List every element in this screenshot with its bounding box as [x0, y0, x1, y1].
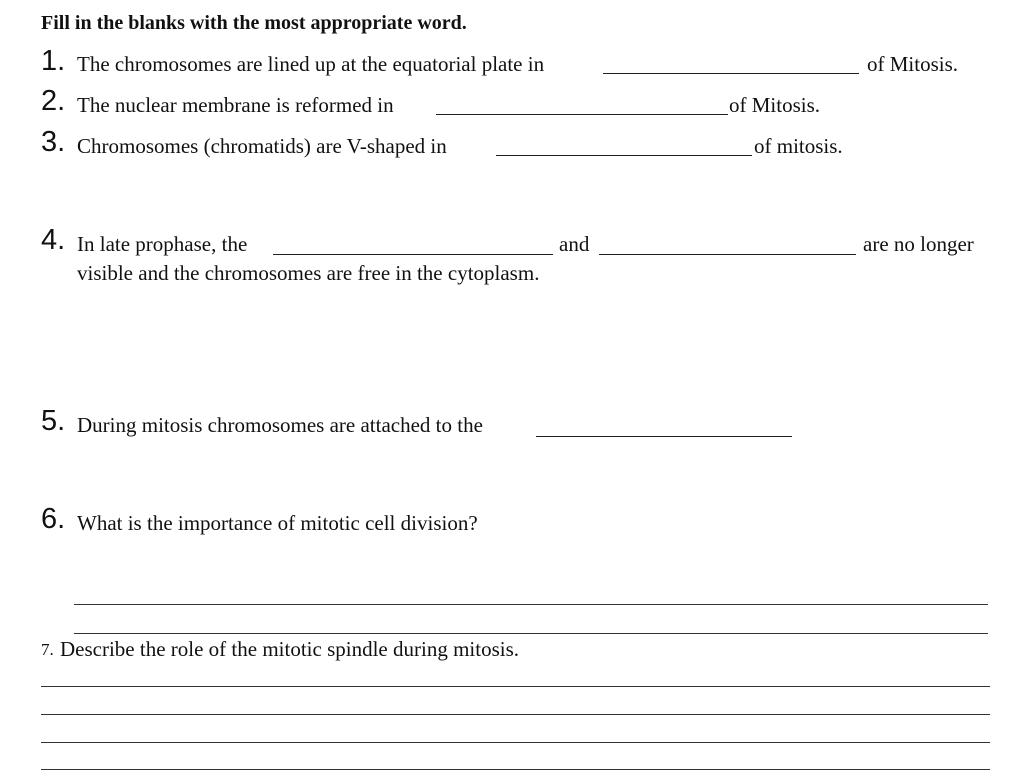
- question-number: 7.: [41, 640, 54, 659]
- instructions-heading: Fill in the blanks with the most appropriate word.: [41, 12, 467, 34]
- answer-line[interactable]: [41, 742, 990, 743]
- answer-line[interactable]: [41, 769, 990, 770]
- answer-blank-2[interactable]: [436, 114, 728, 115]
- question-text-suffix: are no longer: [863, 232, 974, 256]
- answer-blank-3[interactable]: [496, 155, 752, 156]
- answer-blank-4a[interactable]: [273, 254, 553, 255]
- question-text-connector: and: [559, 232, 590, 256]
- question-text: The nuclear membrane is reformed in: [77, 93, 394, 117]
- question-number: 2.: [41, 85, 66, 117]
- question-text: The chromosomes are lined up at the equatorial plate in: [77, 52, 545, 76]
- question-number: 6.: [41, 503, 66, 535]
- question-number: 5.: [41, 405, 66, 437]
- question-number: 4.: [41, 224, 66, 256]
- question-text: In late prophase, the: [77, 232, 248, 256]
- answer-line[interactable]: [74, 604, 988, 605]
- answer-blank-4b[interactable]: [599, 254, 856, 255]
- question-text: Chromosomes (chromatids) are V-shaped in: [77, 134, 447, 158]
- question-text: What is the importance of mitotic cell division?: [77, 511, 478, 535]
- question-text: During mitosis chromosomes are attached to the: [77, 413, 483, 437]
- answer-line[interactable]: [41, 714, 990, 715]
- question-number: 3.: [41, 126, 66, 158]
- answer-line[interactable]: [74, 633, 988, 634]
- question-text-suffix: of mitosis.: [754, 134, 843, 158]
- answer-blank-5[interactable]: [536, 436, 792, 437]
- question-text-suffix: of Mitosis.: [867, 52, 959, 76]
- question-number: 1.: [41, 45, 66, 77]
- question-text: Describe the role of the mitotic spindle during mitosis.: [60, 637, 519, 661]
- answer-blank-1[interactable]: [603, 73, 859, 74]
- question-text-line2: visible and the chromosomes are free in the cytoplasm.: [77, 261, 540, 285]
- question-text-suffix: of Mitosis.: [729, 93, 821, 117]
- answer-line[interactable]: [41, 686, 990, 687]
